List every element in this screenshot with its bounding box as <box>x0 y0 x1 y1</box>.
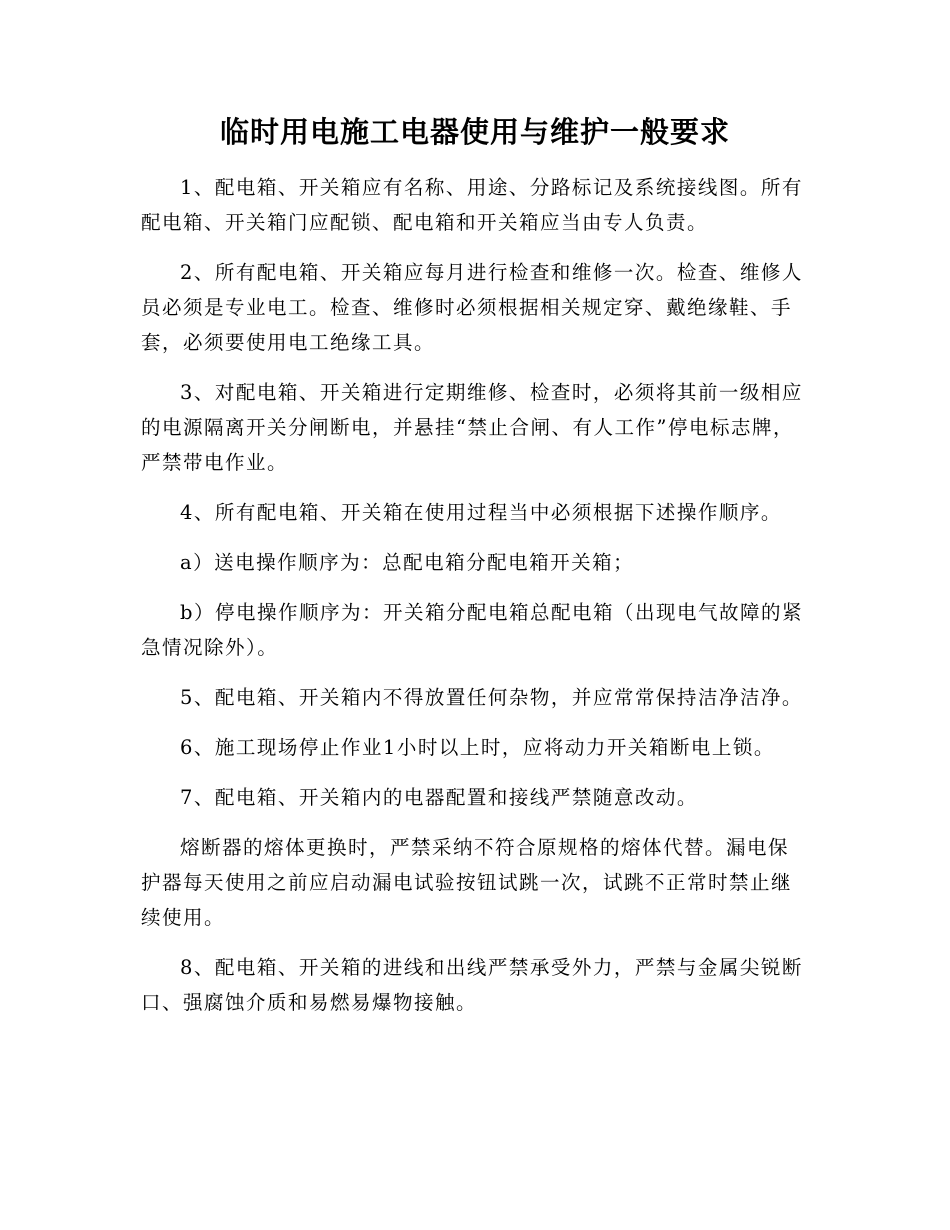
document-title: 临时用电施工电器使用与维护一般要求 <box>219 115 730 149</box>
paragraph-5: 5、配电箱、开关箱内不得放置任何杂物，并应常常保持洁净洁净。 <box>180 686 803 709</box>
paragraph-3: 3、对配电箱、开关箱进行定期维修、检查时，必须将其前一级相应的电源隔离开关分闸断电，并悬挂“禁止合闸、有人工作”停电标志牌，严禁带电作业。 <box>141 381 803 474</box>
paragraph-8: 8、配电箱、开关箱的进线和出线严禁承受外力，严禁与金属尖锐断口、强腐蚀介质和易燃易爆物接触。 <box>141 956 803 1014</box>
paragraph-2: 2、所有配电箱、开关箱应每月进行检查和维修一次。检查、维修人员必须是专业电工。检查、维修时必须根据相关规定穿、戴绝缘鞋、手套，必须要使用电工绝缘工具。 <box>141 261 803 354</box>
paragraph-4: 4、所有配电箱、开关箱在使用过程当中必须根据下述操作顺序。 <box>180 501 782 524</box>
paragraph-6: 6、施工现场停止作业1小时以上时，应将动力开关箱断电上锁。 <box>180 736 775 759</box>
paragraph-fuse: 熔断器的熔体更换时，严禁采纳不符合原规格的熔体代替。漏电保护器每天使用之前应启动漏电试验按钮试跳一次，试跳不正常时禁止继续使用。 <box>141 836 793 929</box>
paragraph-1: 1、配电箱、开关箱应有名称、用途、分路标记及系统接线图。所有配电箱、开关箱门应配锁、配电箱和开关箱应当由专人负责。 <box>141 176 803 234</box>
paragraph-4a: a）送电操作顺序为：总配电箱分配电箱开关箱； <box>180 551 635 574</box>
paragraph-4b: b）停电操作顺序为：开关箱分配电箱总配电箱（出现电气故障的紧急情况除外）。 <box>141 601 803 659</box>
paragraph-7: 7、配电箱、开关箱内的电器配置和接线严禁随意改动。 <box>180 786 698 809</box>
document-page <box>141 112 809 1035</box>
